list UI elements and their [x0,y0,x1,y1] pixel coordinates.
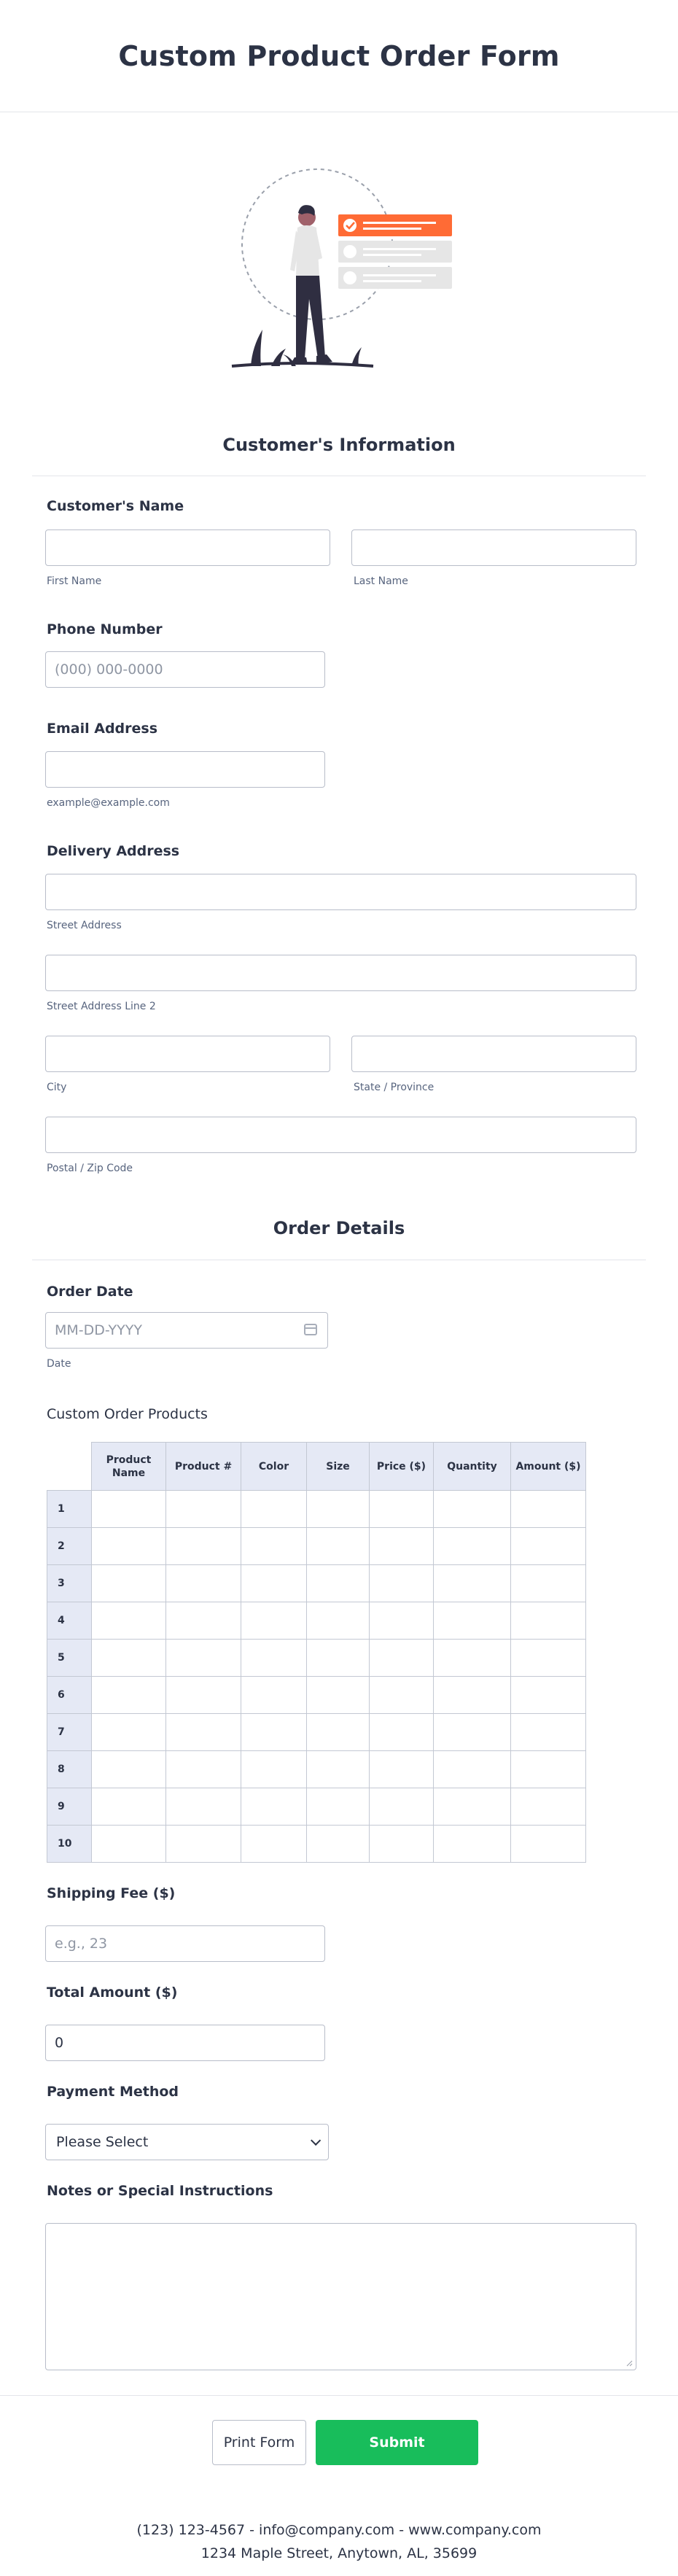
table-cell[interactable] [92,1677,166,1714]
row-number: 8 [47,1751,92,1788]
resize-grip-icon[interactable] [626,2359,633,2367]
column-header: Amount ($) [511,1443,586,1491]
table-cell[interactable] [434,1788,511,1826]
table-cell[interactable] [241,1565,307,1602]
table-row [47,1602,586,1640]
footer-divider [0,2395,678,2396]
email-input[interactable] [45,751,325,788]
table-cell[interactable] [370,1565,434,1602]
submit-button[interactable]: Submit [316,2420,478,2465]
table-row [47,1677,586,1714]
column-header: Size [307,1443,370,1491]
city-sublabel: City [47,1082,67,1093]
table-cell[interactable] [434,1528,511,1565]
table-cell[interactable] [166,1714,241,1751]
address-line: 1234 Maple Street, Anytown, AL, 35699 [200,2545,478,2561]
first-name-input[interactable] [45,529,330,566]
table-cell[interactable] [241,1491,307,1528]
table-cell[interactable] [307,1602,370,1640]
row-number: 1 [47,1491,92,1528]
table-cell[interactable] [241,1602,307,1640]
table-row [47,1491,586,1528]
table-cell[interactable] [370,1751,434,1788]
table-cell[interactable] [511,1826,586,1863]
payment-method-select[interactable] [45,2124,329,2160]
table-cell[interactable] [370,1491,434,1528]
table-cell[interactable] [166,1640,241,1677]
payment-method-value: Please Select [56,2134,149,2150]
state-input[interactable] [351,1036,636,1072]
table-cell[interactable] [92,1714,166,1751]
total-amount-label: Total Amount ($) [47,1985,178,2001]
column-header: Product Name [92,1443,166,1491]
table-cell[interactable] [92,1826,166,1863]
table-cell[interactable] [511,1528,586,1565]
table-row [47,1714,586,1751]
print-form-button[interactable]: Print Form [212,2420,306,2465]
table-cell[interactable] [92,1602,166,1640]
notes-textarea[interactable] [45,2223,636,2370]
table-cell[interactable] [434,1714,511,1751]
table-row [47,1751,586,1788]
table-cell[interactable] [370,1602,434,1640]
table-row [47,1565,586,1602]
table-row [47,1640,586,1677]
column-header: Color [241,1443,307,1491]
row-number: 6 [47,1677,92,1714]
table-cell[interactable] [511,1565,586,1602]
table-cell[interactable] [307,1677,370,1714]
phone-label: Phone Number [47,621,163,637]
table-cell[interactable] [370,1714,434,1751]
table-cell[interactable] [434,1491,511,1528]
street-address-2-input[interactable] [45,955,636,991]
order-section-title: Order Details [273,1218,405,1238]
table-cell[interactable] [511,1751,586,1788]
table-cell[interactable] [241,1714,307,1751]
first-name-sublabel: First Name [47,575,102,587]
table-cell[interactable] [92,1751,166,1788]
page-title: Custom Product Order Form [118,39,560,72]
table-cell[interactable] [511,1714,586,1751]
order-date-label: Order Date [47,1284,133,1300]
table-cell[interactable] [511,1491,586,1528]
customer-section-title: Customer's Information [222,435,456,455]
shipping-fee-label: Shipping Fee ($) [47,1885,176,1901]
table-cell[interactable] [307,1751,370,1788]
table-cell[interactable] [434,1565,511,1602]
shipping-fee-input[interactable] [45,1925,325,1962]
table-cell[interactable] [370,1788,434,1826]
table-cell[interactable] [166,1491,241,1528]
total-amount-input[interactable] [45,2025,325,2061]
customer-name-label: Customer's Name [47,498,184,514]
table-cell[interactable] [166,1788,241,1826]
state-sublabel: State / Province [354,1082,435,1093]
table-cell[interactable] [307,1565,370,1602]
table-cell[interactable] [241,1528,307,1565]
form-header [0,0,678,112]
last-name-input[interactable] [351,529,636,566]
contact-line: (123) 123-4567 - info@company.com - www.company.com [136,2522,542,2538]
table-cell[interactable] [166,1528,241,1565]
table-cell[interactable] [370,1528,434,1565]
row-number: 4 [47,1602,92,1640]
table-cell[interactable] [307,1491,370,1528]
table-cell[interactable] [92,1565,166,1602]
notes-label: Notes or Special Instructions [47,2183,273,2199]
table-cell[interactable] [370,1677,434,1714]
table-row [47,1788,586,1826]
products-table [47,1442,586,1863]
payment-method-label: Payment Method [47,2084,179,2100]
row-number: 9 [47,1788,92,1826]
table-cell[interactable] [307,1528,370,1565]
zip-input[interactable] [45,1117,636,1153]
table-cell[interactable] [166,1677,241,1714]
table-cell[interactable] [434,1602,511,1640]
table-row [47,1528,586,1565]
table-cell[interactable] [166,1565,241,1602]
table-cell[interactable] [307,1714,370,1751]
row-number: 7 [47,1714,92,1751]
column-header: Product # [166,1443,241,1491]
table-cell[interactable] [92,1788,166,1826]
zip-sublabel: Postal / Zip Code [47,1163,133,1174]
table-cell[interactable] [434,1677,511,1714]
table-cell[interactable] [241,1640,307,1677]
table-cell[interactable] [92,1491,166,1528]
table-cell[interactable] [434,1640,511,1677]
table-cell[interactable] [370,1826,434,1863]
table-cell[interactable] [511,1602,586,1640]
table-cell[interactable] [166,1826,241,1863]
table-row [47,1826,586,1863]
phone-input[interactable] [45,651,325,688]
street-address-2-sublabel: Street Address Line 2 [47,1001,156,1012]
table-corner [47,1443,92,1491]
row-number: 5 [47,1640,92,1677]
row-number: 2 [47,1528,92,1565]
table-cell[interactable] [166,1751,241,1788]
order-illustration [219,160,467,379]
table-cell[interactable] [241,1751,307,1788]
date-sublabel: Date [47,1358,71,1370]
table-cell[interactable] [511,1677,586,1714]
table-cell[interactable] [241,1788,307,1826]
calendar-icon[interactable] [304,1324,317,1335]
table-cell[interactable] [307,1788,370,1826]
table-cell[interactable] [434,1826,511,1863]
column-header: Price ($) [370,1443,434,1491]
table-cell[interactable] [370,1640,434,1677]
street-address-input[interactable] [45,874,636,910]
street-address-sublabel: Street Address [47,920,122,931]
table-cell[interactable] [166,1602,241,1640]
row-number: 3 [47,1565,92,1602]
last-name-sublabel: Last Name [354,575,408,587]
table-cell[interactable] [511,1788,586,1826]
column-header: Quantity [434,1443,511,1491]
delivery-address-label: Delivery Address [47,843,180,859]
table-cell[interactable] [241,1677,307,1714]
custom-products-label: Custom Order Products [47,1406,208,1422]
table-cell[interactable] [92,1528,166,1565]
table-cell[interactable] [307,1826,370,1863]
email-label: Email Address [47,721,158,737]
table-cell[interactable] [307,1640,370,1677]
table-cell[interactable] [434,1751,511,1788]
city-input[interactable] [45,1036,330,1072]
table-cell[interactable] [511,1640,586,1677]
email-sublabel: example@example.com [47,797,170,809]
table-cell[interactable] [241,1826,307,1863]
row-number: 10 [47,1826,92,1863]
order-date-input[interactable] [45,1312,328,1349]
chevron-down-icon [311,2135,321,2146]
table-cell[interactable] [92,1640,166,1677]
